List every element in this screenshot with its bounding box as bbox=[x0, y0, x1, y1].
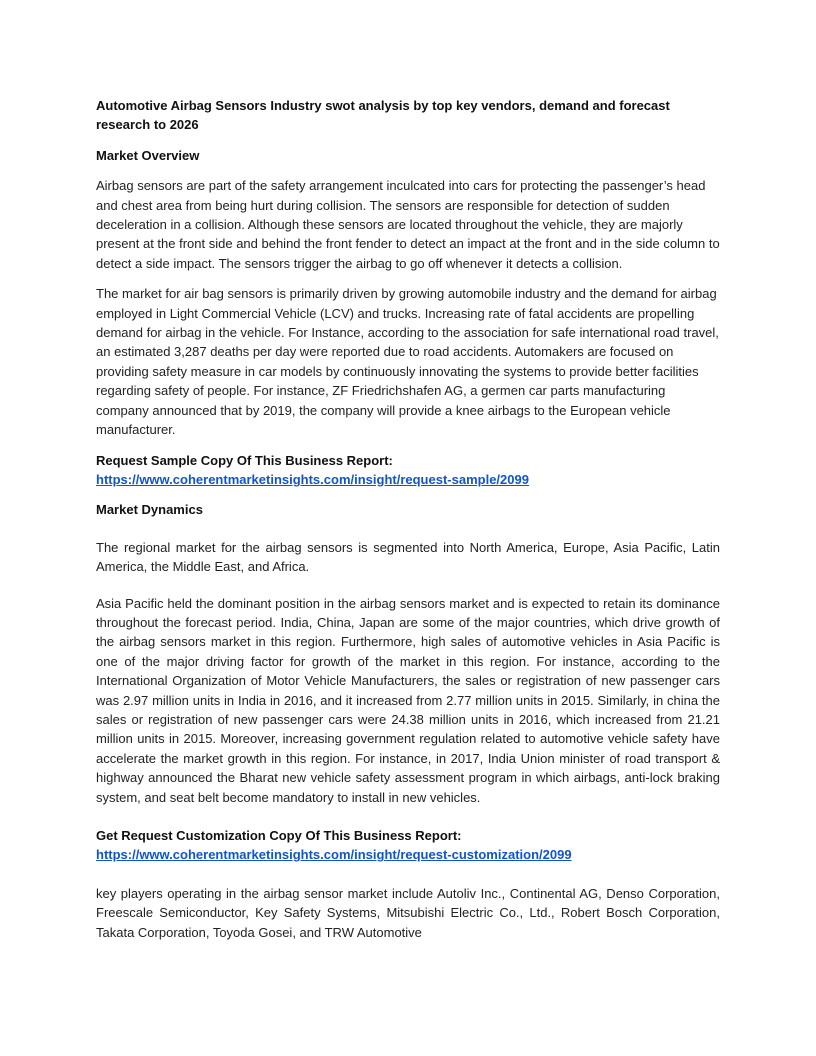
market-dynamics-heading: Market Dynamics bbox=[96, 502, 203, 518]
dynamics-paragraph-2: Asia Pacific held the dominant position in the airbag sensors market and is expected to retain its dominance throughout the forecast period. India, China, Japan are some of the major countries, which drive growth of the airbag sensors market in this region. Furthermore, high sales of automotive vehicles in Asia Pacific is one of the major driving factor for growth of the market in this region. For instance, according to the International Organization of Motor Vehicle Manufacturers, the sales or registration of new passenger cars was 2.97 million units in India in 2016, and it increased from 2.77 million units in 2015. Similarly, in china the sales or registration of new passenger cars were 24.38 million units in 2016, which increased from 21.21 million units in 2015. Moreover, increasing government regulation related to automotive vehicle safety have accelerate the market growth in this region. For instance, in 2017, India Union minister of road transport & highway announced the Bharat new vehicle safety assessment program in which airbags, anti-lock braking system, and seat belt become mandatory to install in new vehicles. bbox=[96, 595, 720, 805]
request-customization-label: Get Request Customization Copy Of This Business Report: bbox=[96, 828, 462, 843]
request-sample-link[interactable]: https://www.coherentmarketinsights.com/insight/request-sample/2099 bbox=[96, 471, 529, 487]
overview-paragraph-1: Airbag sensors are part of the safety arrangement inculcated into cars for protecting the passenger’s head and chest area from being hurt during collision. The sensors are responsible for detection of sudden deceleration in a collision. Although these sensors are located throughout the vehicle, they are majorly present at the front side and behind the front fender to detect an impact at the front and in the side column to detect a side impact. The sensors trigger the airbag to go off whenever it detects a collision. bbox=[96, 178, 720, 271]
document-page bbox=[96, 96, 720, 942]
dynamics-paragraph-1: The regional market for the airbag sensors is segmented into North America, Europe, Asia Pacific, Latin America, the Middle East, and Africa. bbox=[96, 539, 720, 575]
market-overview-heading: Market Overview bbox=[96, 147, 200, 163]
request-customization-link[interactable]: https://www.coherentmarketinsights.com/insight/request-customization/2099 bbox=[96, 847, 572, 863]
document-title: Automotive Airbag Sensors Industry swot analysis by top key vendors, demand and forecast research to 2026 bbox=[96, 98, 670, 133]
overview-paragraph-2: The market for air bag sensors is primarily driven by growing automobile industry and the demand for airbag employed in Light Commercial Vehicle (LCV) and trucks. Increasing rate of fatal accidents are propelling demand for airbag in the vehicle. For Instance, according to the association for safe international road travel, an estimated 3,287 deaths per day were reported due to road accidents. Automakers are focused on providing safety measure in car models by continuously innovating the systems to provide better facilities regarding safety of people. For instance, ZF Friedrichshafen AG, a germen car parts manufacturing company announced that by 2019, the company will provide a knee airbags to the European vehicle manufacturer. bbox=[96, 286, 719, 438]
key-players-paragraph: key players operating in the airbag sensor market include Autoliv Inc., Continental AG, Denso Corporation, Freescale Semiconductor, Key Safety Systems, Mitsubishi Electric Co., Ltd., Robert Bosch Corporation, Takata Corporation, Toyoda Gosei, and TRW Automotive bbox=[96, 885, 720, 940]
request-sample-label: Request Sample Copy Of This Business Report: bbox=[96, 452, 393, 468]
